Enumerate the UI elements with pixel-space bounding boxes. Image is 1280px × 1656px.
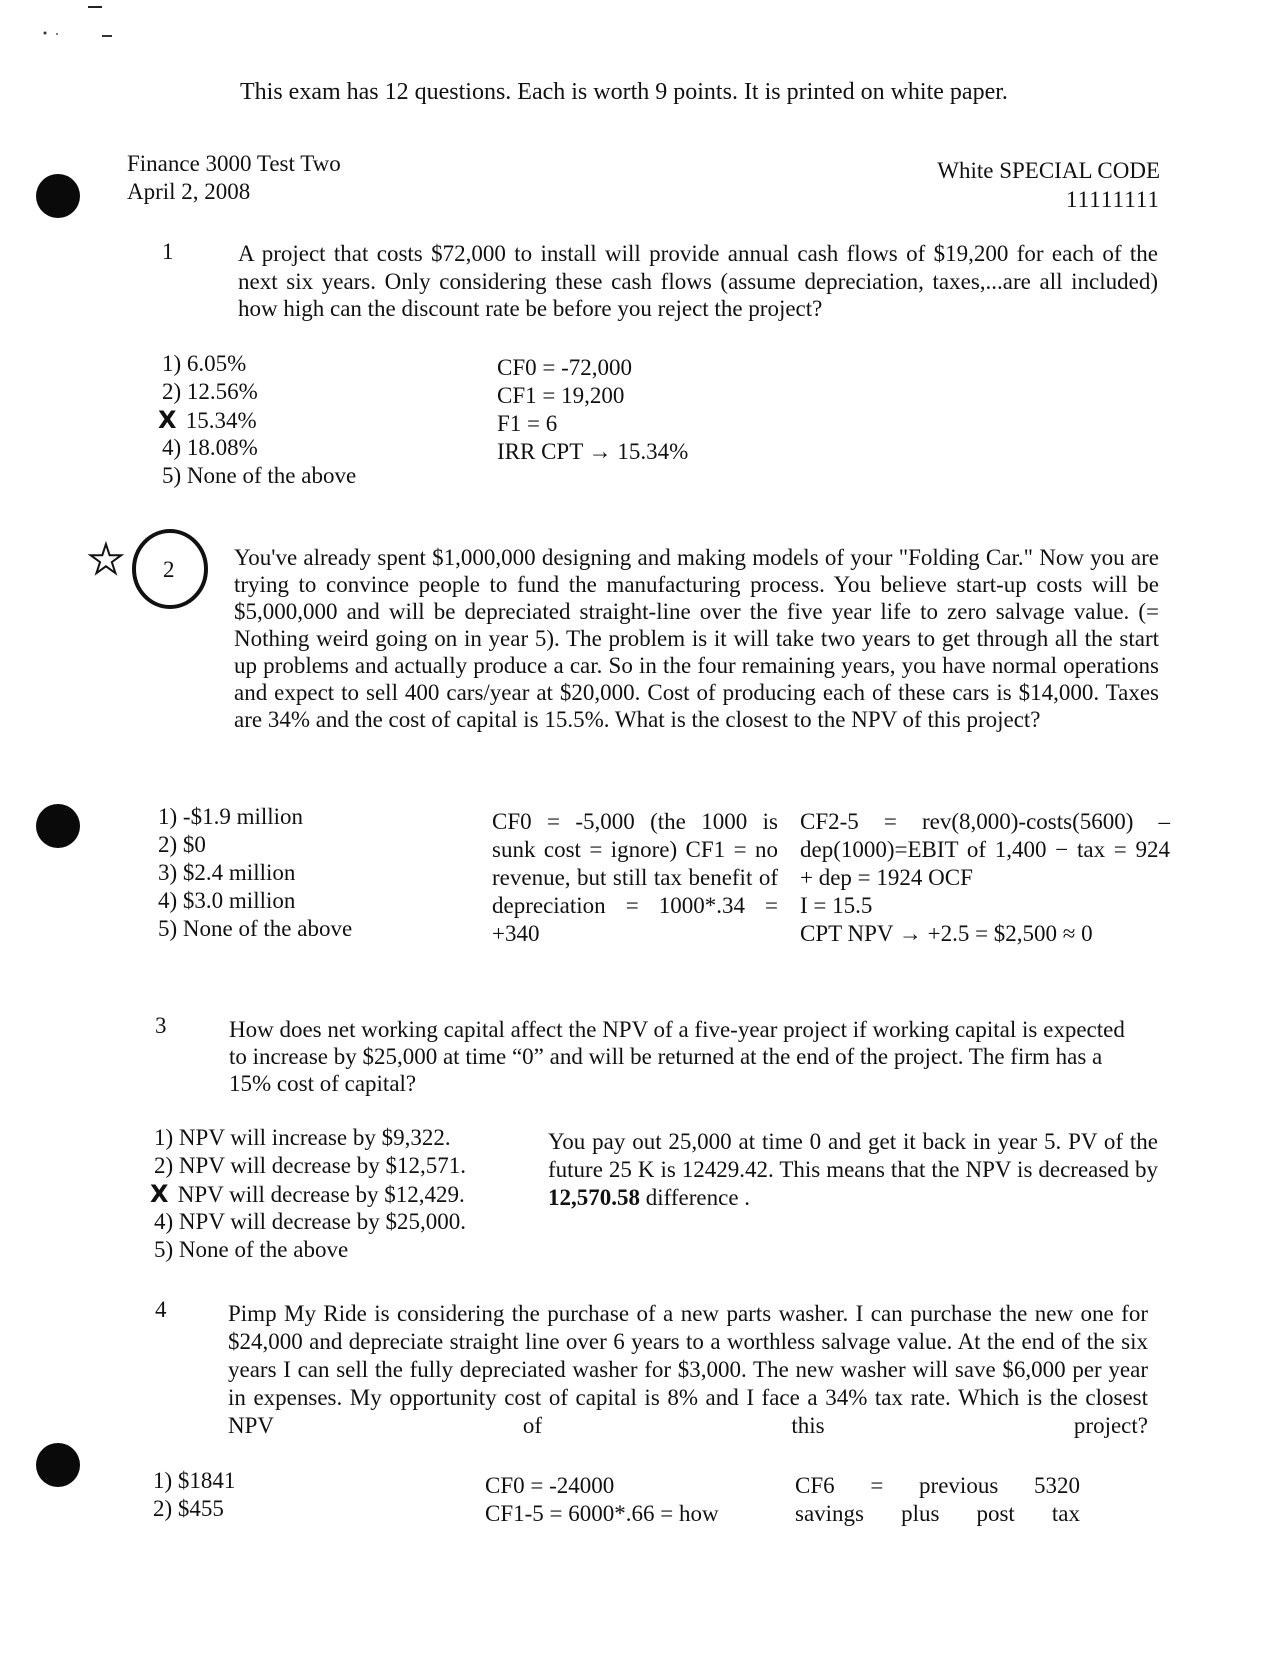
exam-date: April 2, 2008: [127, 179, 251, 204]
scan-artifact-top: [86, 0, 106, 14]
option: 2) $455: [153, 1496, 224, 1521]
option: 1) -$1.9 million: [158, 804, 304, 829]
option: 5) None of the above: [162, 463, 357, 488]
option: 2) $0: [158, 832, 206, 857]
work-notes-right: [795, 1472, 1080, 1528]
scan-artifact: [42, 28, 102, 38]
work-notes: [497, 354, 688, 466]
special-code-label: White SPECIAL CODE: [937, 158, 1160, 183]
question-number: 4: [155, 1297, 167, 1322]
option: 3) $2.4 million: [158, 860, 296, 885]
scan-line-icon: [86, 5, 106, 11]
work-notes-left: [485, 1472, 719, 1528]
special-code-value: 11111111: [1065, 187, 1160, 212]
bold-value: 12,570.58: [548, 1185, 640, 1210]
punch-hole-3: [36, 1443, 80, 1487]
work-line: CF2-5 = rev(8,000)-costs(5600) – dep(1000)=EBIT of 1,400 − tax = 924 + dep = 1924 OCF: [800, 809, 1170, 890]
question-number: 1: [162, 239, 174, 264]
star-icon: ★: [88, 537, 124, 583]
option-text: 15.34%: [185, 408, 257, 433]
work-line: CF1 = 19,200: [497, 383, 625, 408]
exam-notice: This exam has 12 questions. Each is worth 9 points. It is printed on white paper.: [240, 79, 1008, 105]
work-line: CF0 = -72,000: [497, 355, 633, 380]
scan-specks-icon: [42, 28, 122, 40]
x-mark-icon: X: [150, 1180, 169, 1208]
question-number: 2: [163, 557, 175, 582]
work-notes-left: CF0 = -5,000 (the 1000 is sunk cost = ignore) CF1 = no revenue, but still tax benefit of depreciation = 1000*.34 = +340: [492, 809, 778, 946]
option: 5) None of the above: [154, 1237, 349, 1262]
work-line: I = 15.5: [800, 893, 873, 918]
option: 5) None of the above: [158, 916, 353, 941]
work-line: CF0 = -24000: [485, 1473, 615, 1498]
question-text: Pimp My Ride is considering the purchase of a new parts washer. I can purchase the new one for $24,000 and depreciate straight line over 6 years to a worthless salvage value. At the end of the six years I can sell the fully depreciated washer for $3,000. The new washer will save $6,000 per year in expenses. My opportunity cost of capital is 8% and I face a 34% tax rate. Which is the closest NPV of this project?: [228, 1301, 1148, 1438]
work-line: savings plus post tax: [795, 1501, 1080, 1526]
work-line: CPT NPV → +2.5 = $2,500 ≈ 0: [800, 921, 1093, 946]
work-notes-right: [800, 808, 1170, 948]
option-selected: [158, 406, 356, 434]
option: 2) 12.56%: [162, 379, 258, 404]
option: 4) NPV will decrease by $25,000.: [154, 1209, 466, 1234]
work-line: F1 = 6: [497, 411, 558, 436]
work-line: IRR CPT → 15.34%: [497, 439, 689, 464]
option: 1) $1841: [153, 1468, 236, 1493]
option-text: NPV will decrease by $12,429.: [177, 1182, 465, 1207]
star-circle-mark: [88, 524, 218, 614]
question-text: How does net working capital affect the NPV of a five-year project if working capital is expected to increase by $25,000 at time “0” and will be returned at the end of the project. The firm has a 15% cost of capital?: [229, 1017, 1125, 1096]
option: 1) NPV will increase by $9,322.: [154, 1125, 451, 1150]
option: 4) $3.0 million: [158, 888, 296, 913]
work-line: CF1-5 = 6000*.66 = how: [485, 1501, 719, 1526]
work-line: CF6 = previous 5320: [795, 1473, 1080, 1498]
question-text: You've already spent $1,000,000 designing and making models of your "Folding Car." Now you are trying to convince people to fund the manufacturing process. You believe start-up costs will be $5,000,000 and will be depreciated straight-line over the five year life to zero salvage value. (= Nothing weird going on in year 5). The problem is it will take two years to get through all the start up problems and actually produce a car. So in the four remaining years, you have normal operations and expect to sell 400 cars/year at $20,000. Cost of producing each of these cars is $14,000. Taxes are 34% and the cost of capital is 15.5%. What is the closest to the NPV of this project?: [234, 545, 1159, 732]
course-title: Finance 3000 Test Two: [127, 151, 341, 176]
question-text: A project that costs $72,000 to install will provide annual cash flows of $19,200 for each of the next six years. Only considering these cash flows (assume depreciation, taxes,...are all included) how high can the discount rate be before you reject the project?: [238, 241, 1158, 322]
punch-hole-2: [36, 804, 80, 848]
option-selected: [150, 1180, 466, 1208]
option: 4) 18.08%: [162, 435, 258, 460]
options-list: [150, 1124, 466, 1264]
options-list: [158, 803, 352, 943]
punch-hole-1: [36, 174, 80, 218]
x-mark-icon: X: [158, 406, 177, 434]
options-list: [153, 1467, 235, 1523]
option: 1) 6.05%: [162, 351, 247, 376]
option: 2) NPV will decrease by $12,571.: [154, 1153, 466, 1178]
options-list: [158, 350, 357, 490]
question-number: 3: [155, 1013, 167, 1038]
work-notes: You pay out 25,000 at time 0 and get it back in year 5. PV of the future 25 K is 12429.42. This means that the NPV is decreased by 12,570.58 difference .: [548, 1129, 1158, 1210]
